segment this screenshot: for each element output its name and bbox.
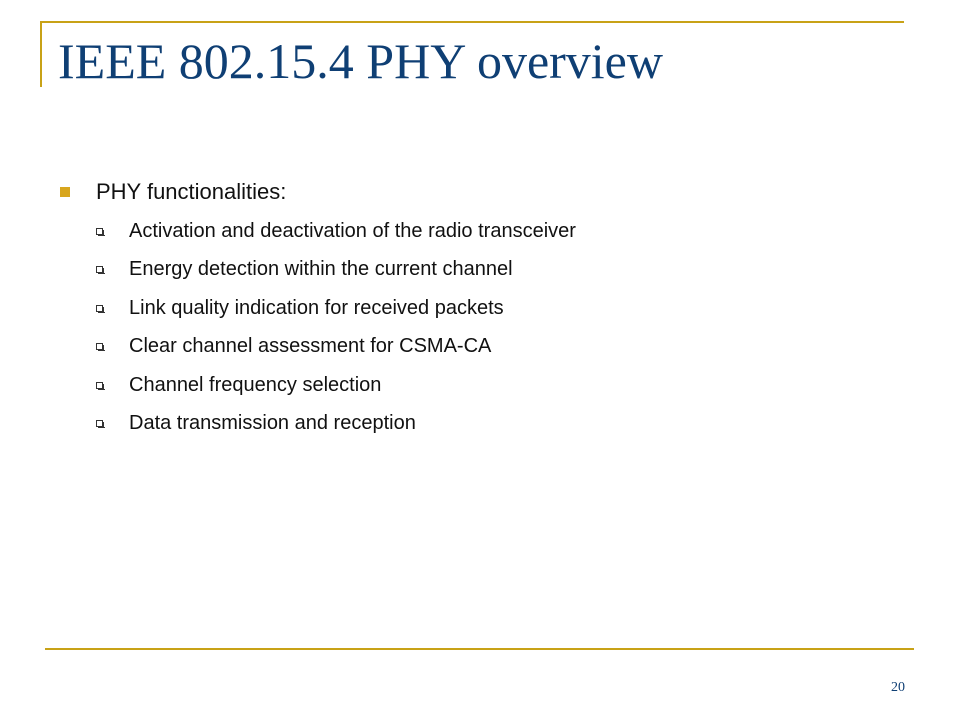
box-bullet-icon xyxy=(96,420,103,427)
box-bullet-icon xyxy=(96,343,103,350)
sub-bullet-item xyxy=(60,251,920,290)
sub-bullet-item xyxy=(60,405,920,444)
sub-bullet-text: Link quality indication for received packets xyxy=(129,296,504,319)
left-rule xyxy=(40,21,42,87)
slide-body xyxy=(60,176,920,443)
sub-bullet-text: Data transmission and reception xyxy=(129,412,416,435)
sub-bullet-item xyxy=(60,212,920,251)
sub-bullet-list xyxy=(60,212,920,443)
sub-bullet-item xyxy=(60,328,920,367)
sub-bullet-text: Clear channel assessment for CSMA-CA xyxy=(129,335,492,358)
box-bullet-icon xyxy=(96,305,103,312)
slide-title: IEEE 802.15.4 PHY overview xyxy=(58,33,663,89)
bullet-text: PHY functionalities: xyxy=(96,179,287,204)
sub-bullet-item xyxy=(60,289,920,328)
sub-bullet-text: Channel frequency selection xyxy=(129,373,382,396)
page-number: 20 xyxy=(891,680,905,695)
sub-bullet-text: Energy detection within the current channel xyxy=(129,258,513,281)
sub-bullet-item xyxy=(60,366,920,405)
bottom-rule xyxy=(45,648,914,650)
box-bullet-icon xyxy=(96,382,103,389)
square-bullet-icon xyxy=(60,187,70,197)
sub-bullet-text: Activation and deactivation of the radio transceiver xyxy=(129,219,576,242)
top-rule xyxy=(40,21,904,23)
box-bullet-icon xyxy=(96,228,103,235)
bullet-item xyxy=(60,176,920,208)
box-bullet-icon xyxy=(96,266,103,273)
